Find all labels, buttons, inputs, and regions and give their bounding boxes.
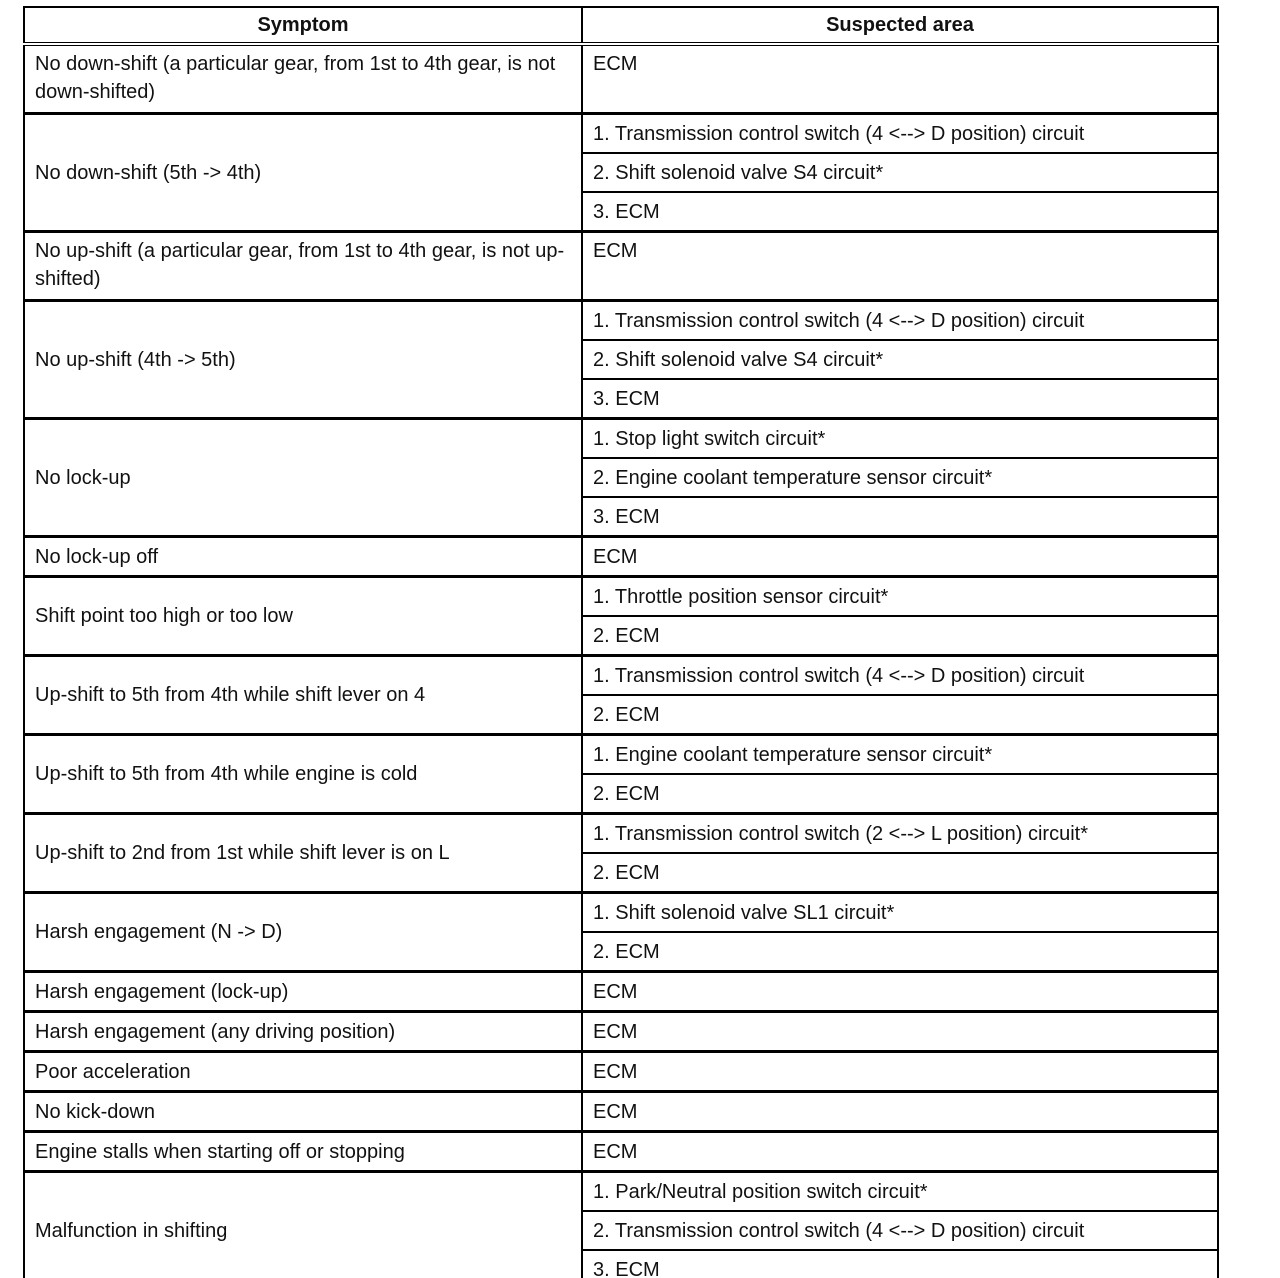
table-row	[24, 1012, 1218, 1052]
table-row	[24, 656, 1218, 696]
suspected-area-cell: 2. ECM	[582, 853, 1218, 893]
symptom-cell: Engine stalls when starting off or stopping	[24, 1132, 582, 1172]
symptom-cell: No up-shift (a particular gear, from 1st to 4th gear, is not up-shifted)	[24, 232, 582, 301]
table-row	[24, 537, 1218, 577]
table-row	[24, 972, 1218, 1012]
symptom-cell: Shift point too high or too low	[24, 577, 582, 656]
suspected-area-cell: 2. ECM	[582, 616, 1218, 656]
symptom-cell: Up-shift to 2nd from 1st while shift lever is on L	[24, 814, 582, 893]
suspected-area-cell: 1. Engine coolant temperature sensor circuit*	[582, 735, 1218, 775]
suspected-area-cell: 1. Stop light switch circuit*	[582, 419, 1218, 459]
table-row	[24, 1052, 1218, 1092]
table-row	[24, 301, 1218, 341]
suspected-area-cell: 1. Transmission control switch (4 <--> D position) circuit	[582, 301, 1218, 341]
suspected-area-column-header: Suspected area	[582, 7, 1218, 44]
table-row	[24, 44, 1218, 114]
suspected-area-cell: ECM	[582, 1052, 1218, 1092]
suspected-area-cell: 1. Transmission control switch (4 <--> D position) circuit	[582, 114, 1218, 154]
suspected-area-cell: 1. Transmission control switch (2 <--> L position) circuit*	[582, 814, 1218, 854]
symptom-cell: Harsh engagement (lock-up)	[24, 972, 582, 1012]
suspected-area-cell: ECM	[582, 972, 1218, 1012]
table-row	[24, 1132, 1218, 1172]
suspected-area-cell: 2. ECM	[582, 932, 1218, 972]
table-header	[24, 7, 1218, 44]
symptom-cell: Up-shift to 5th from 4th while shift lever on 4	[24, 656, 582, 735]
symptom-cell: No down-shift (a particular gear, from 1st to 4th gear, is not down-shifted)	[24, 44, 582, 114]
symptom-cell: Harsh engagement (N -> D)	[24, 893, 582, 972]
table-row	[24, 893, 1218, 933]
suspected-area-cell: 3. ECM	[582, 379, 1218, 419]
table-row	[24, 232, 1218, 301]
symptom-cell: Up-shift to 5th from 4th while engine is cold	[24, 735, 582, 814]
suspected-area-cell: 1. Throttle position sensor circuit*	[582, 577, 1218, 617]
suspected-area-cell: ECM	[582, 1132, 1218, 1172]
symptom-cell: No kick-down	[24, 1092, 582, 1132]
symptom-cell: Harsh engagement (any driving position)	[24, 1012, 582, 1052]
suspected-area-cell: 1. Shift solenoid valve SL1 circuit*	[582, 893, 1218, 933]
suspected-area-cell: 2. Shift solenoid valve S4 circuit*	[582, 153, 1218, 192]
table-row	[24, 1092, 1218, 1132]
table-row	[24, 114, 1218, 154]
suspected-area-cell: 3. ECM	[582, 1250, 1218, 1278]
suspected-area-cell: ECM	[582, 44, 1218, 114]
symptom-cell: No lock-up off	[24, 537, 582, 577]
suspected-area-cell: 2. Engine coolant temperature sensor circuit*	[582, 458, 1218, 497]
symptom-cell: Poor acceleration	[24, 1052, 582, 1092]
table-row	[24, 1172, 1218, 1212]
table-row	[24, 735, 1218, 775]
suspected-area-cell: ECM	[582, 1092, 1218, 1132]
suspected-area-cell: 3. ECM	[582, 192, 1218, 232]
suspected-area-cell: 1. Park/Neutral position switch circuit*	[582, 1172, 1218, 1212]
suspected-area-cell: ECM	[582, 232, 1218, 301]
suspected-area-cell: 3. ECM	[582, 497, 1218, 537]
symptom-cell: No lock-up	[24, 419, 582, 537]
header-row	[24, 7, 1218, 44]
table-row	[24, 419, 1218, 459]
symptom-column-header: Symptom	[24, 7, 582, 44]
suspected-area-cell: 1. Transmission control switch (4 <--> D position) circuit	[582, 656, 1218, 696]
symptom-cell: Malfunction in shifting	[24, 1172, 582, 1278]
table-row	[24, 814, 1218, 854]
symptom-table	[23, 6, 1219, 1278]
table-row	[24, 577, 1218, 617]
table-body	[24, 44, 1218, 1278]
suspected-area-cell: 2. ECM	[582, 774, 1218, 814]
symptom-cell: No up-shift (4th -> 5th)	[24, 301, 582, 419]
suspected-area-cell: ECM	[582, 537, 1218, 577]
suspected-area-cell: 2. ECM	[582, 695, 1218, 735]
suspected-area-cell: 2. Transmission control switch (4 <--> D position) circuit	[582, 1211, 1218, 1250]
suspected-area-cell: ECM	[582, 1012, 1218, 1052]
suspected-area-cell: 2. Shift solenoid valve S4 circuit*	[582, 340, 1218, 379]
symptom-cell: No down-shift (5th -> 4th)	[24, 114, 582, 232]
